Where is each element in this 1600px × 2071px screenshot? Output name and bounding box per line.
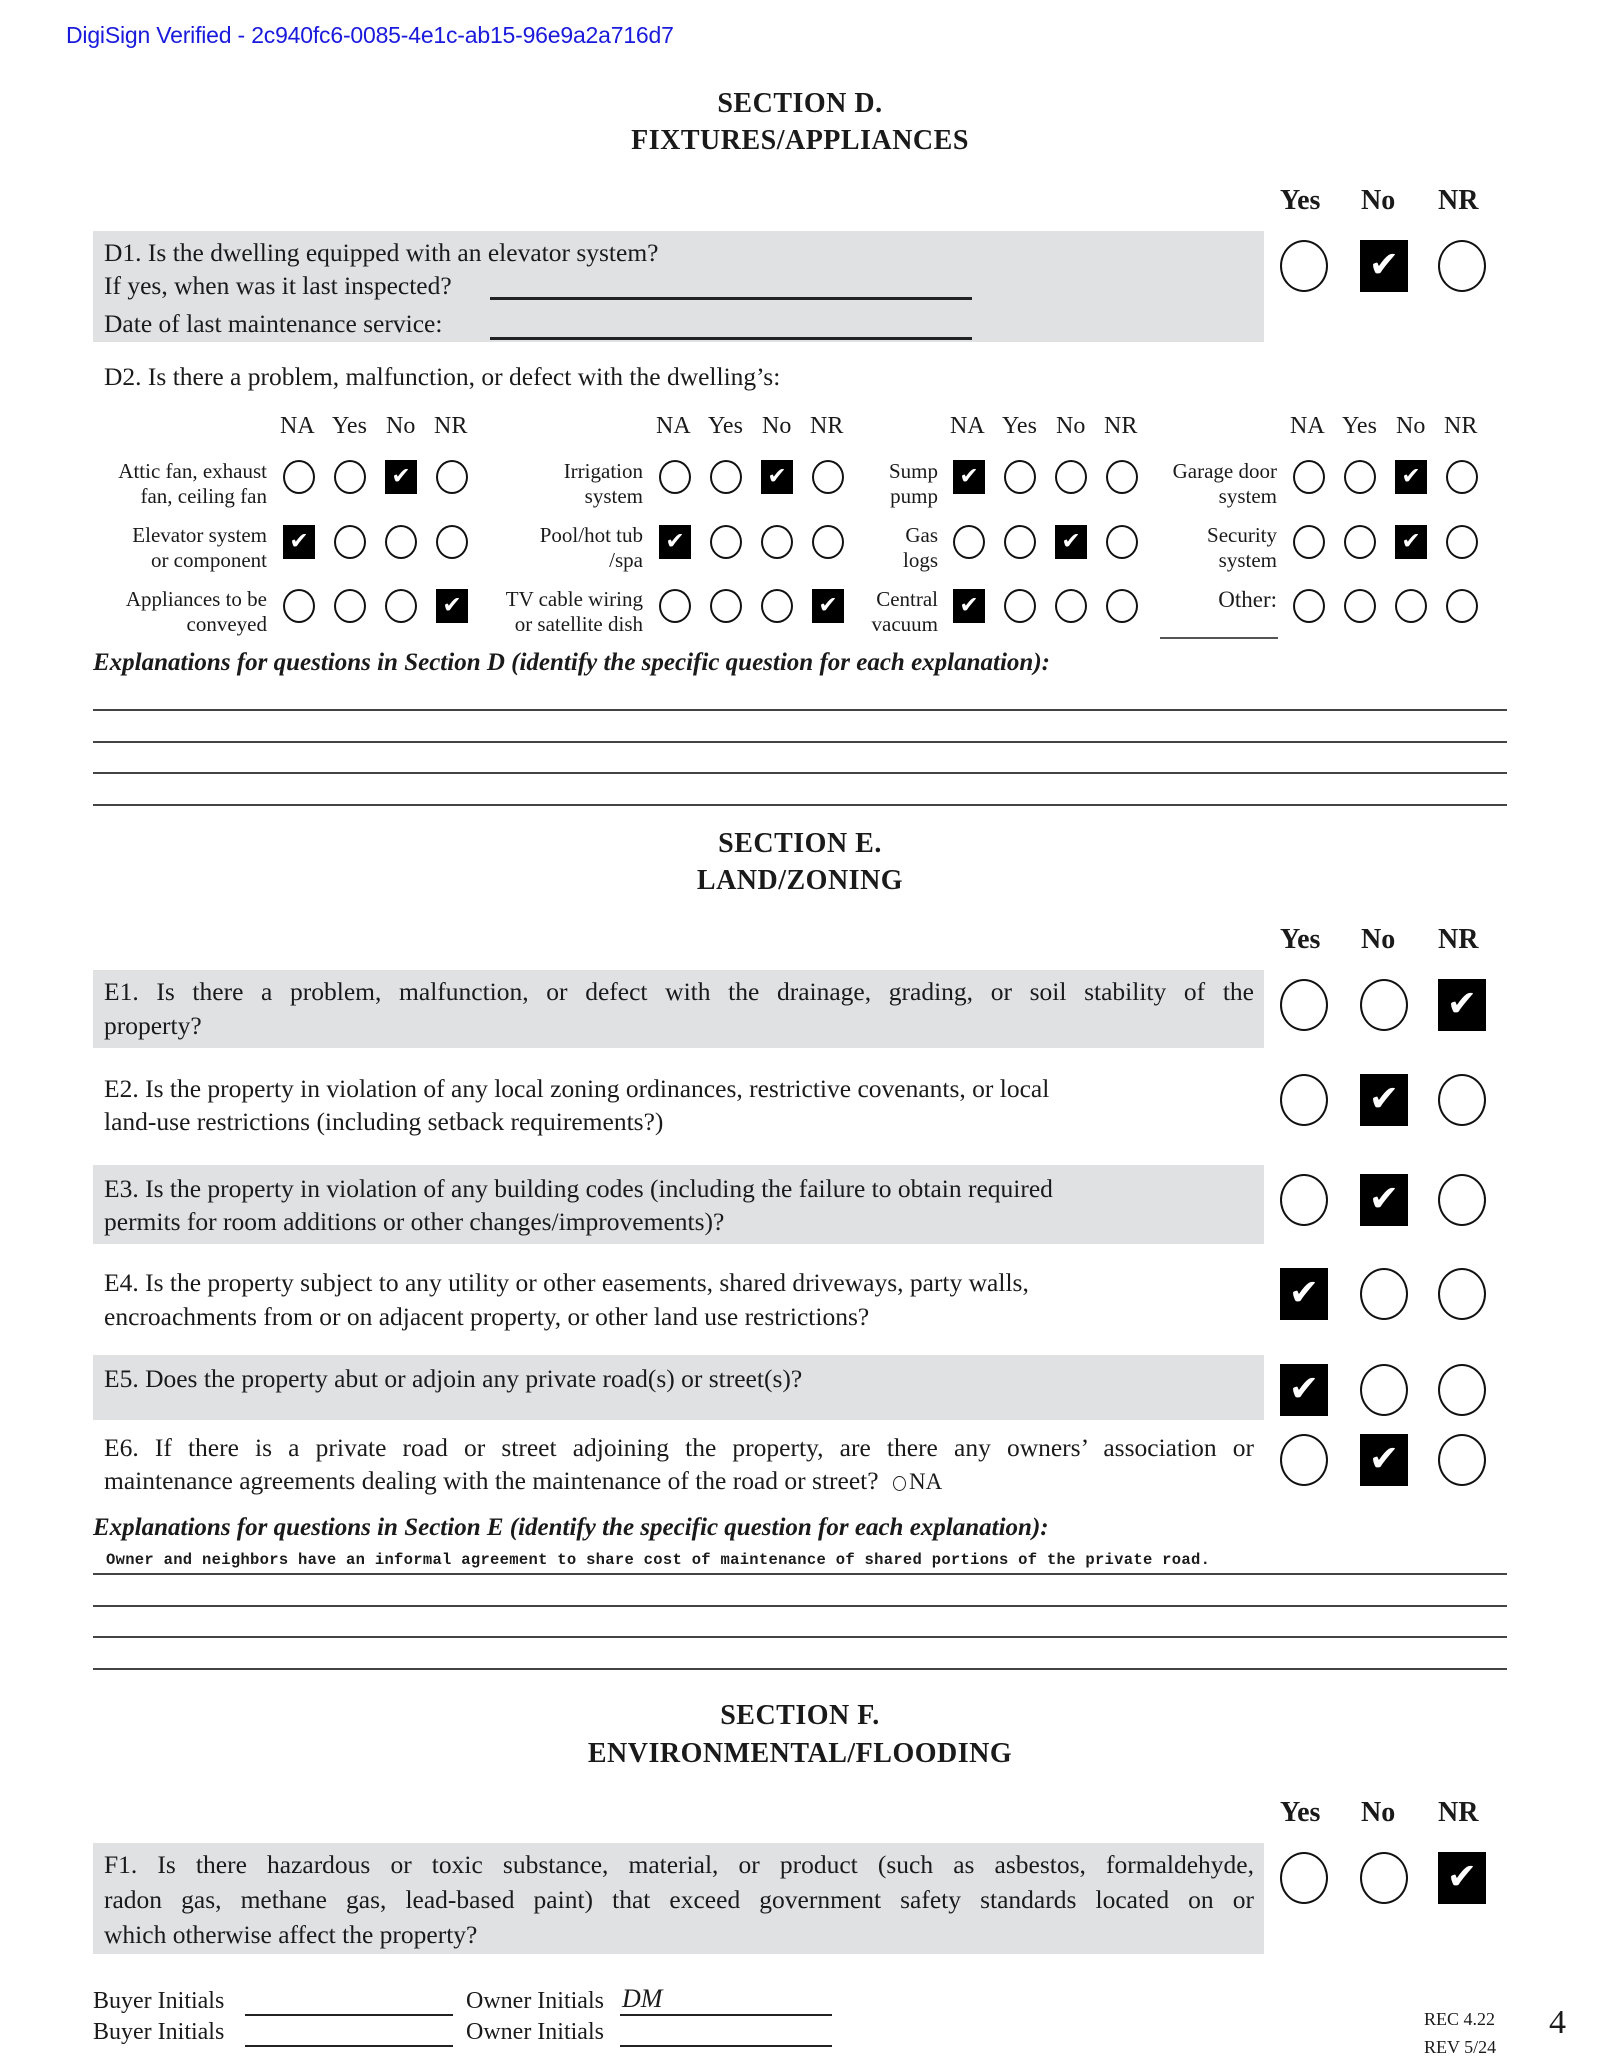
central-vacuum-yes-radio[interactable]	[1004, 589, 1036, 623]
section-f-title: ENVIRONMENTAL/FLOODING	[587, 1738, 1013, 1769]
section-e-explanation-line-4[interactable]	[93, 1668, 1507, 1670]
d2-g4-no-header: No	[1396, 413, 1426, 439]
owner-initials-field-1[interactable]	[620, 2014, 832, 2016]
d2-g2-na-header: NA	[656, 413, 691, 439]
d1-inspected-field[interactable]	[490, 297, 972, 300]
d2-item-appliances	[60, 587, 267, 637]
d2-g1-yes-header: Yes	[332, 413, 367, 439]
d1-maintenance-field[interactable]	[490, 337, 972, 340]
item-label-line2: system	[1218, 484, 1277, 508]
d2-g2-yes-header: Yes	[708, 413, 743, 439]
d1-maintenance-label: Date of last maintenance service:	[104, 309, 443, 338]
e6-question-line1: E6. If there is a private road or street adjoining the property, are there any owners’ association or	[104, 1433, 1254, 1462]
item-label-line2: system	[584, 484, 643, 508]
item-label-line1: Attic fan, exhaust	[118, 459, 267, 483]
section-d-explanation-line-4[interactable]	[93, 804, 1507, 806]
e6-question-line2-row	[104, 1464, 942, 1498]
e6-no-checkbox-checked[interactable]	[1360, 1434, 1408, 1486]
d2-g4-yes-header: Yes	[1342, 413, 1377, 439]
irrigation-nr-radio[interactable]	[812, 460, 844, 494]
item-label-line1: Central	[876, 587, 938, 611]
e1-yes-radio[interactable]	[1280, 979, 1328, 1031]
elevator-no-radio[interactable]	[385, 525, 417, 559]
item-label-line2: or component	[150, 548, 267, 572]
tv-cable-no-radio[interactable]	[761, 589, 793, 623]
e3-question-line1: E3. Is the property in violation of any building codes (including the failure to obtain required	[104, 1174, 1053, 1203]
e1-nr-checkbox-checked[interactable]	[1438, 979, 1486, 1031]
e4-nr-radio[interactable]	[1438, 1268, 1486, 1320]
pool-nr-radio[interactable]	[812, 525, 844, 559]
d2-item-security	[1140, 523, 1277, 573]
item-label-line1: Sump	[888, 459, 938, 483]
e-col-nr-header: NR	[1438, 924, 1479, 955]
f1-nr-checkbox-checked[interactable]	[1438, 1852, 1486, 1904]
security-no-checkbox-checked[interactable]	[1395, 525, 1427, 559]
security-na-radio[interactable]	[1293, 525, 1325, 559]
e5-question-line1: E5. Does the property abut or adjoin any private road(s) or street(s)?	[104, 1364, 803, 1393]
col-nr-header: NR	[1438, 185, 1479, 216]
pool-yes-radio[interactable]	[710, 525, 742, 559]
e3-no-checkbox-checked[interactable]	[1360, 1174, 1408, 1226]
e6-na-option[interactable]	[893, 1469, 942, 1494]
d2-item-garage-door	[1140, 459, 1277, 509]
d2-item-central-vacuum	[850, 587, 938, 637]
e2-yes-radio[interactable]	[1280, 1074, 1328, 1126]
section-d-title: FIXTURES/APPLIANCES	[631, 125, 969, 156]
d2-g2-no-header: No	[762, 413, 792, 439]
security-yes-radio[interactable]	[1344, 525, 1376, 559]
appliances-na-radio[interactable]	[283, 589, 315, 623]
garage-door-yes-radio[interactable]	[1344, 460, 1376, 494]
sump-pump-yes-radio[interactable]	[1004, 460, 1036, 494]
item-label-line1: Pool/hot tub	[539, 523, 643, 547]
d2-item-pool	[440, 523, 643, 573]
section-d-explanation-line-1[interactable]	[93, 709, 1507, 711]
item-label-line2: conveyed	[186, 612, 267, 636]
item-label-line2: fan, ceiling fan	[140, 484, 267, 508]
d1-question: D1. Is the dwelling equipped with an elevator system?	[104, 238, 659, 267]
d2-item-elevator	[60, 523, 267, 573]
section-e-explanation-text-1[interactable]: Owner and neighbors have an informal agreement to share cost of maintenance of shared portions of the private road.	[106, 1551, 1211, 1569]
f-col-nr-header: NR	[1438, 1797, 1479, 1828]
d2-item-irrigation	[440, 459, 643, 509]
form-code: REC 4.22	[1424, 2009, 1496, 2029]
item-label-line2: or satellite dish	[514, 612, 643, 636]
e-col-yes-header: Yes	[1280, 924, 1321, 955]
elevator-yes-radio[interactable]	[334, 525, 366, 559]
col-yes-header: Yes	[1280, 185, 1321, 216]
buyer-initials-field-2[interactable]	[245, 2045, 453, 2047]
d2-item-sump-pump	[850, 459, 938, 509]
f1-question-line2: radon gas, methane gas, lead-based paint) that exceed government safety standards located on or	[104, 1885, 1254, 1914]
section-d-number: SECTION D.	[717, 88, 883, 119]
gas-logs-nr-radio[interactable]	[1106, 525, 1138, 559]
e4-no-radio[interactable]	[1360, 1268, 1408, 1320]
d1-yes-radio[interactable]	[1280, 240, 1328, 292]
section-e-explanation-line-3[interactable]	[93, 1636, 1507, 1638]
section-e-title: LAND/ZONING	[696, 865, 904, 896]
item-label-line2: pump	[890, 484, 938, 508]
e-col-no-header: No	[1361, 924, 1396, 955]
other-na-radio[interactable]	[1293, 589, 1325, 623]
f1-yes-radio[interactable]	[1280, 1852, 1328, 1904]
e5-yes-checkbox-checked[interactable]	[1280, 1364, 1328, 1416]
buyer-initials-label-2: Buyer Initials	[93, 2019, 225, 2045]
f-col-no-header: No	[1361, 1797, 1396, 1828]
f1-question-line3: which otherwise affect the property?	[104, 1920, 478, 1949]
item-label-line1: Gas	[905, 523, 938, 547]
e6-question-line2: maintenance agreements dealing with the maintenance of the road or street?	[104, 1466, 879, 1495]
tv-cable-na-radio[interactable]	[659, 589, 691, 623]
d2-item-other: Other:	[1218, 587, 1277, 612]
d2-g3-na-header: NA	[950, 413, 985, 439]
security-nr-radio[interactable]	[1446, 525, 1478, 559]
e4-question-line1: E4. Is the property subject to any utility or other easements, shared driveways, party walls,	[104, 1268, 1029, 1297]
owner-initials-label-1: Owner Initials	[466, 1988, 604, 2014]
e4-yes-checkbox-checked[interactable]	[1280, 1268, 1328, 1320]
f-col-yes-header: Yes	[1280, 1797, 1321, 1828]
item-label-line1: Garage door	[1172, 459, 1277, 483]
d2-g3-no-header: No	[1056, 413, 1086, 439]
elevator-na-checkbox-checked[interactable]	[283, 525, 315, 559]
buyer-initials-label-1: Buyer Initials	[93, 1988, 225, 2014]
section-e-explanation-line-1[interactable]	[93, 1573, 1507, 1575]
d2-g3-yes-header: Yes	[1002, 413, 1037, 439]
item-label-line1: Security	[1207, 523, 1277, 547]
digisign-verification: DigiSign Verified - 2c940fc6-0085-4e1c-ab15-96e9a2a716d7	[66, 22, 674, 48]
garage-door-nr-radio[interactable]	[1446, 460, 1478, 494]
d1-nr-radio[interactable]	[1438, 240, 1486, 292]
section-e-explanations-label: Explanations for questions in Section E (identify the specific question for each explanation):	[93, 1514, 1049, 1541]
item-label-line1: Elevator system	[132, 523, 267, 547]
attic-fan-na-radio[interactable]	[283, 460, 315, 494]
e6-yes-radio[interactable]	[1280, 1434, 1328, 1486]
attic-fan-yes-radio[interactable]	[334, 460, 366, 494]
section-f-number: SECTION F.	[720, 1700, 880, 1731]
sump-pump-nr-radio[interactable]	[1106, 460, 1138, 494]
sump-pump-no-radio[interactable]	[1055, 460, 1087, 494]
section-d-explanation-line-3[interactable]	[93, 772, 1507, 774]
buyer-initials-field-1[interactable]	[245, 2014, 453, 2016]
e1-question-line2: property?	[104, 1011, 202, 1040]
owner-initials-label-2: Owner Initials	[466, 2019, 604, 2045]
f1-no-radio[interactable]	[1360, 1852, 1408, 1904]
attic-fan-no-checkbox-checked[interactable]	[385, 460, 417, 494]
item-label-line2: vacuum	[871, 612, 938, 636]
form-revision: REV 5/24	[1424, 2037, 1497, 2057]
owner-initials-signature-1[interactable]: DM	[622, 1984, 663, 2013]
d2-question: D2. Is there a problem, malfunction, or defect with the dwelling’s:	[104, 362, 781, 391]
e5-no-radio[interactable]	[1360, 1364, 1408, 1416]
d2-g1-no-header: No	[386, 413, 416, 439]
central-vacuum-na-checkbox-checked[interactable]	[953, 589, 985, 623]
d2-g1-nr-header: NR	[434, 413, 468, 439]
other-yes-radio[interactable]	[1344, 589, 1376, 623]
section-d-explanations-label: Explanations for questions in Section D (identify the specific question for each explanation):	[93, 649, 1050, 676]
other-no-radio[interactable]	[1395, 589, 1427, 623]
pool-no-radio[interactable]	[761, 525, 793, 559]
d1-no-checkbox-checked[interactable]	[1360, 240, 1408, 292]
e4-question-line2: encroachments from or on adjacent property, or other land use restrictions?	[104, 1302, 870, 1331]
appliances-yes-radio[interactable]	[334, 589, 366, 623]
item-label-line1: Appliances to be	[125, 587, 267, 611]
garage-door-no-checkbox-checked[interactable]	[1395, 460, 1427, 494]
e2-question-line1: E2. Is the property in violation of any local zoning ordinances, restrictive covenants, or local	[104, 1074, 1050, 1103]
section-e-number: SECTION E.	[718, 828, 882, 859]
d1-inspected-label: If yes, when was it last inspected?	[104, 271, 452, 300]
item-label-line2: system	[1218, 548, 1277, 572]
e6-na-radio[interactable]	[893, 1476, 906, 1491]
d2-g2-nr-header: NR	[810, 413, 844, 439]
tv-cable-yes-radio[interactable]	[710, 589, 742, 623]
d2-g4-na-header: NA	[1290, 413, 1325, 439]
other-item-field[interactable]	[1160, 637, 1278, 639]
e3-question-line2: permits for room additions or other changes/improvements)?	[104, 1207, 725, 1236]
section-e-explanation-line-2[interactable]	[93, 1605, 1507, 1607]
d2-g1-na-header: NA	[280, 413, 315, 439]
e3-nr-radio[interactable]	[1438, 1174, 1486, 1226]
other-nr-radio[interactable]	[1446, 589, 1478, 623]
tv-cable-nr-checkbox-checked[interactable]	[812, 589, 844, 623]
garage-door-na-radio[interactable]	[1293, 460, 1325, 494]
appliances-no-radio[interactable]	[385, 589, 417, 623]
item-label-line1: Irrigation	[563, 459, 643, 483]
e5-nr-radio[interactable]	[1438, 1364, 1486, 1416]
d2-item-tv-cable	[440, 587, 643, 637]
gas-logs-no-checkbox-checked[interactable]	[1055, 525, 1087, 559]
owner-initials-field-2[interactable]	[620, 2045, 832, 2047]
col-no-header: No	[1361, 185, 1396, 216]
e2-nr-radio[interactable]	[1438, 1074, 1486, 1126]
d2-g3-nr-header: NR	[1104, 413, 1138, 439]
section-d-explanation-line-2[interactable]	[93, 741, 1507, 743]
e1-question-line1: E1. Is there a problem, malfunction, or defect with the drainage, grading, or soil stability of the	[104, 977, 1254, 1006]
irrigation-no-checkbox-checked[interactable]	[761, 460, 793, 494]
irrigation-yes-radio[interactable]	[710, 460, 742, 494]
central-vacuum-no-radio[interactable]	[1055, 589, 1087, 623]
e3-yes-radio[interactable]	[1280, 1174, 1328, 1226]
pool-na-checkbox-checked[interactable]	[659, 525, 691, 559]
d2-item-attic-fan	[60, 459, 267, 509]
item-label-line2: /spa	[609, 548, 643, 572]
page-number: 4	[1549, 2004, 1566, 2041]
e6-na-label: NA	[908, 1469, 943, 1494]
f1-question-line1: F1. Is there hazardous or toxic substance, material, or product (such as asbestos, formaldehyde,	[104, 1850, 1254, 1879]
item-label-line1: TV cable wiring	[505, 587, 643, 611]
sump-pump-na-checkbox-checked[interactable]	[953, 460, 985, 494]
item-label-line2: logs	[902, 548, 938, 572]
e2-question-line2: land-use restrictions (including setback requirements?)	[104, 1107, 664, 1136]
e1-no-radio[interactable]	[1360, 979, 1408, 1031]
gas-logs-na-radio[interactable]	[953, 525, 985, 559]
irrigation-na-radio[interactable]	[659, 460, 691, 494]
d2-item-gas-logs	[850, 523, 938, 573]
e2-no-checkbox-checked[interactable]	[1360, 1074, 1408, 1126]
central-vacuum-nr-radio[interactable]	[1106, 589, 1138, 623]
gas-logs-yes-radio[interactable]	[1004, 525, 1036, 559]
e6-nr-radio[interactable]	[1438, 1434, 1486, 1486]
d2-g4-nr-header: NR	[1444, 413, 1478, 439]
